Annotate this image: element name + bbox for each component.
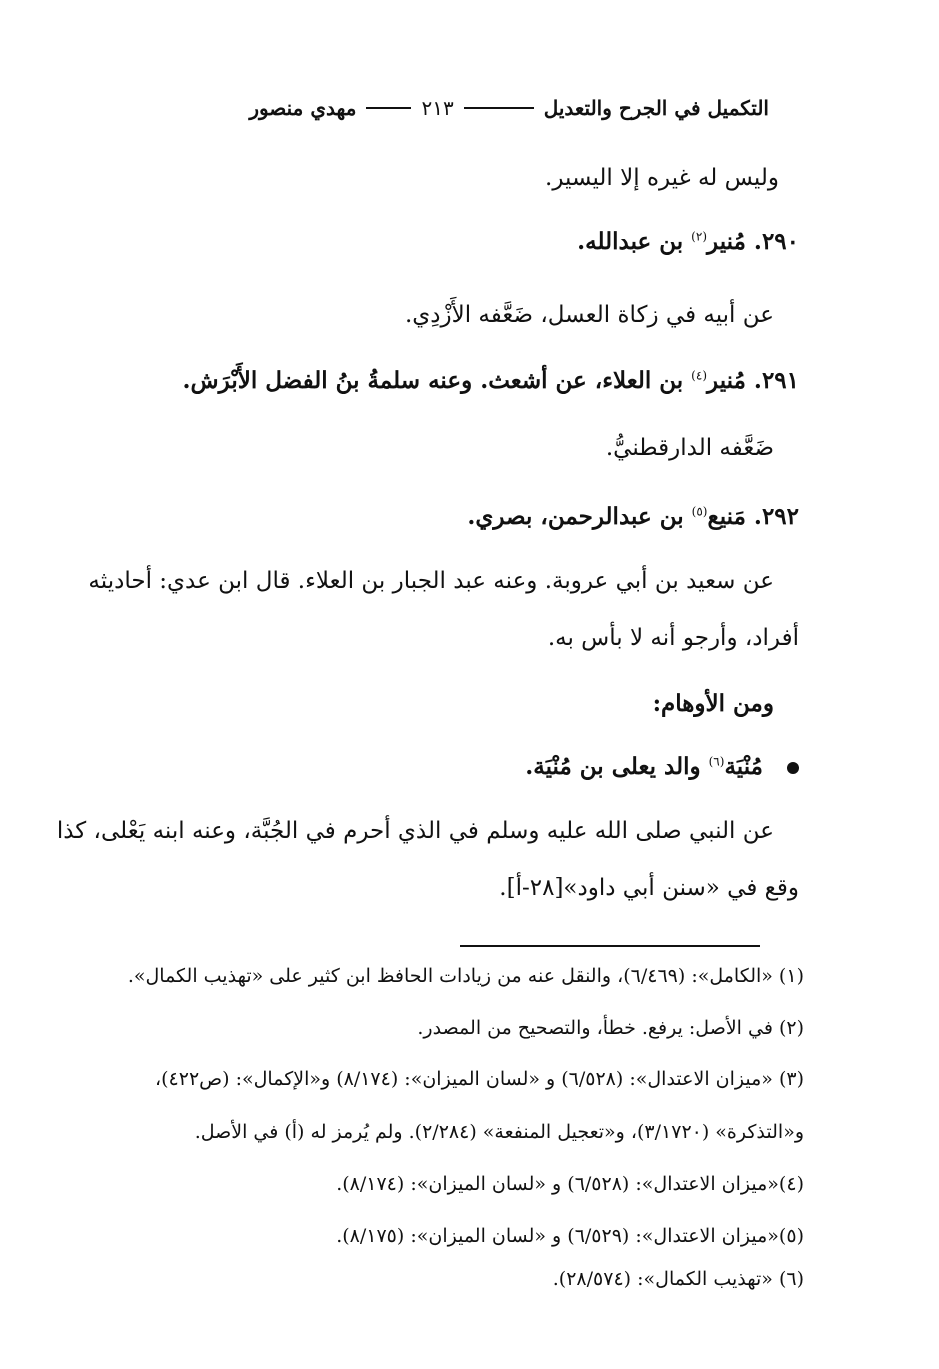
footnote-ref: (٢): [691, 229, 707, 244]
entry-291: [183, 367, 799, 394]
entry-name: مَنيع: [707, 503, 746, 530]
entry-rest: والد يعلى بن مُنْيَة.: [525, 753, 701, 780]
entry-name: مُنْيَة: [724, 753, 763, 780]
entry-name: مُنير: [707, 228, 746, 255]
footnote-ref: (٤): [691, 368, 707, 383]
footnote-1: (١) «الكامل»: (٦/٤٦٩)، والنقل عنه من زيادات الحافظ ابن كثير على «تهذيب الكمال».: [127, 965, 804, 987]
text-line: أفراد، وأرجو أنه لا بأس به.: [547, 625, 799, 651]
text-line: ضَعَّفه الدارقطنيُّ.: [605, 435, 774, 461]
running-header: [249, 88, 769, 128]
header-author: مهدي منصور: [249, 96, 357, 120]
header-dash: [464, 107, 534, 109]
awham-heading: ومن الأوهام:: [652, 690, 774, 717]
footnote-5: (٥)«ميزان الاعتدال»: (٦/٥٢٩) و «لسان الميزان»: (٨/١٧٥).: [336, 1225, 804, 1247]
footnote-3: (٣) «ميزان الاعتدال»: (٦/٥٢٨) و «لسان الميزان»: (٨/١٧٤) و«الإكمال»: (ص٤٢٢)،: [155, 1068, 804, 1090]
entry-rest: بن عبدالرحمن، بصري.: [467, 503, 684, 530]
entry-rest: بن العلاء، عن أشعث. وعنه سلمةُ بنُ الفضل الأَبْرَش.: [182, 367, 684, 394]
text-line: عن أبيه في زكاة العسل، ضَعَّفه الأَزْدِي.: [404, 302, 774, 328]
footnote-ref: (٥): [691, 504, 708, 519]
bullet-entry: [525, 753, 799, 780]
entry-292: [467, 503, 799, 530]
footnote-4: (٤)«ميزان الاعتدال»: (٦/٥٢٨) و «لسان الميزان»: (٨/١٧٤).: [336, 1173, 804, 1195]
header-dash: [366, 107, 411, 109]
text-line: عن النبي صلى الله عليه وسلم في الذي أحرم في الجُبَّة، وعنه ابنه يَعْلى، كذا: [56, 818, 774, 844]
entry-rest: بن عبدالله.: [577, 228, 684, 255]
text-line: وقع في «سنن أبي داود»[٢٨-أ].: [499, 875, 799, 901]
footnote-separator: [460, 945, 760, 947]
footnote-6: (٦) «تهذيب الكمال»: (٢٨/٥٧٤).: [552, 1268, 804, 1290]
footnote-2: (٢) في الأصل: يرفع. خطأ، والتصحيح من المصدر.: [417, 1017, 804, 1039]
entry-number: ٢٩٢.: [753, 503, 799, 530]
header-page-number: ٢١٣: [421, 96, 454, 120]
bullet-icon: [787, 762, 799, 774]
text-line: وليس له غيره إلا اليسير.: [545, 165, 779, 191]
footnote-3-continued: و«التذكرة» (٣/١٧٢٠)، و«تعجيل المنفعة» (٢/٢٨٤). ولم يُرمز له (أ) في الأصل.: [194, 1121, 804, 1143]
entry-290: [577, 228, 799, 255]
text-line: عن سعيد بن أبي عروبة. وعنه عبد الجبار بن العلاء. قال ابن عدي: أحاديثه: [88, 568, 774, 594]
entry-name: مُنير: [707, 367, 746, 394]
header-book-title: التكميل في الجرح والتعديل: [543, 96, 769, 120]
footnote-ref: (٦): [708, 754, 725, 769]
entry-number: ٢٩٠.: [753, 228, 799, 255]
entry-number: ٢٩١.: [753, 367, 799, 394]
